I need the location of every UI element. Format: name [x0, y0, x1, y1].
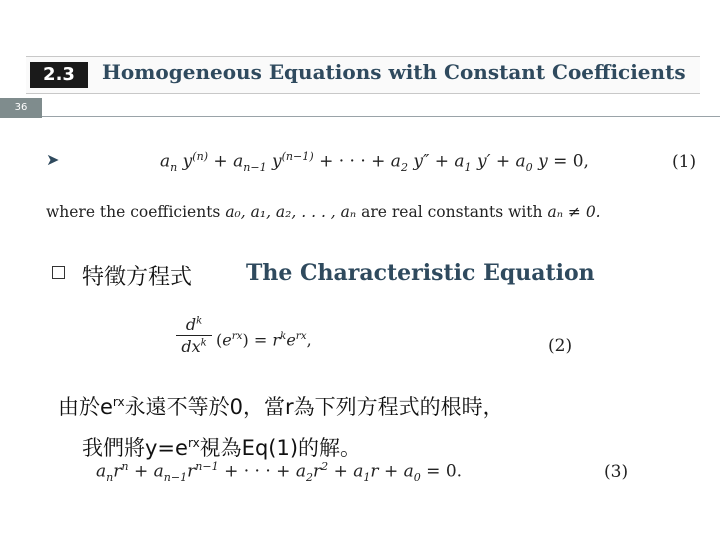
equation-2: $(e^{rx}) = r^ke^{rx}$, [216, 330, 312, 350]
page-number-badge: 36 [0, 98, 42, 118]
explanation-line-2: 我們將$y=e^{rx}$視為Eq(1)的解。 [82, 436, 362, 460]
equation-3: $a_nr^n + a_{n-1}r^{n-1}$ + · · · + $a_2r^2 + a_1r + a_0 = 0$. [96, 460, 463, 485]
equation-1-number: (1) [672, 152, 697, 172]
equation-1: $a_n$ $y^{(n)} + a_{n-1}$ $y^{(n-1)}$ + · · · + $a_2$ $y'' + a_1$ $y' + a_0$ y = 0, [160, 150, 589, 175]
explanation-paragraph [58, 384, 504, 466]
where-prefix: where the coefficients [46, 203, 226, 221]
where-condition: aₙ ≠ 0. [547, 203, 601, 221]
section-title: Homogeneous Equations with Constant Coefficients [102, 60, 686, 84]
characteristic-english-title: The Characteristic Equation [246, 260, 595, 286]
arrow-bullet-icon: ➤ [46, 150, 60, 169]
where-clause [46, 203, 601, 221]
section-number: 2.3 [30, 62, 88, 88]
square-bullet-icon [52, 266, 65, 279]
equation-2-number: (2) [548, 336, 573, 356]
equation-3-number: (3) [604, 462, 629, 482]
where-coefficients: a₀, a₁, a₂, . . . , aₙ [225, 203, 357, 221]
explanation-line-1: 由於$e^{rx}$永遠不等於0，當r為下列方程式的根時， [58, 395, 504, 419]
characteristic-chinese-label: 特徵方程式 [82, 265, 193, 290]
equation-2-derivative-fraction: $d^k$ $dx^k$ [176, 315, 212, 356]
where-middle: are real constants with [356, 203, 548, 221]
divider-line [0, 116, 720, 117]
